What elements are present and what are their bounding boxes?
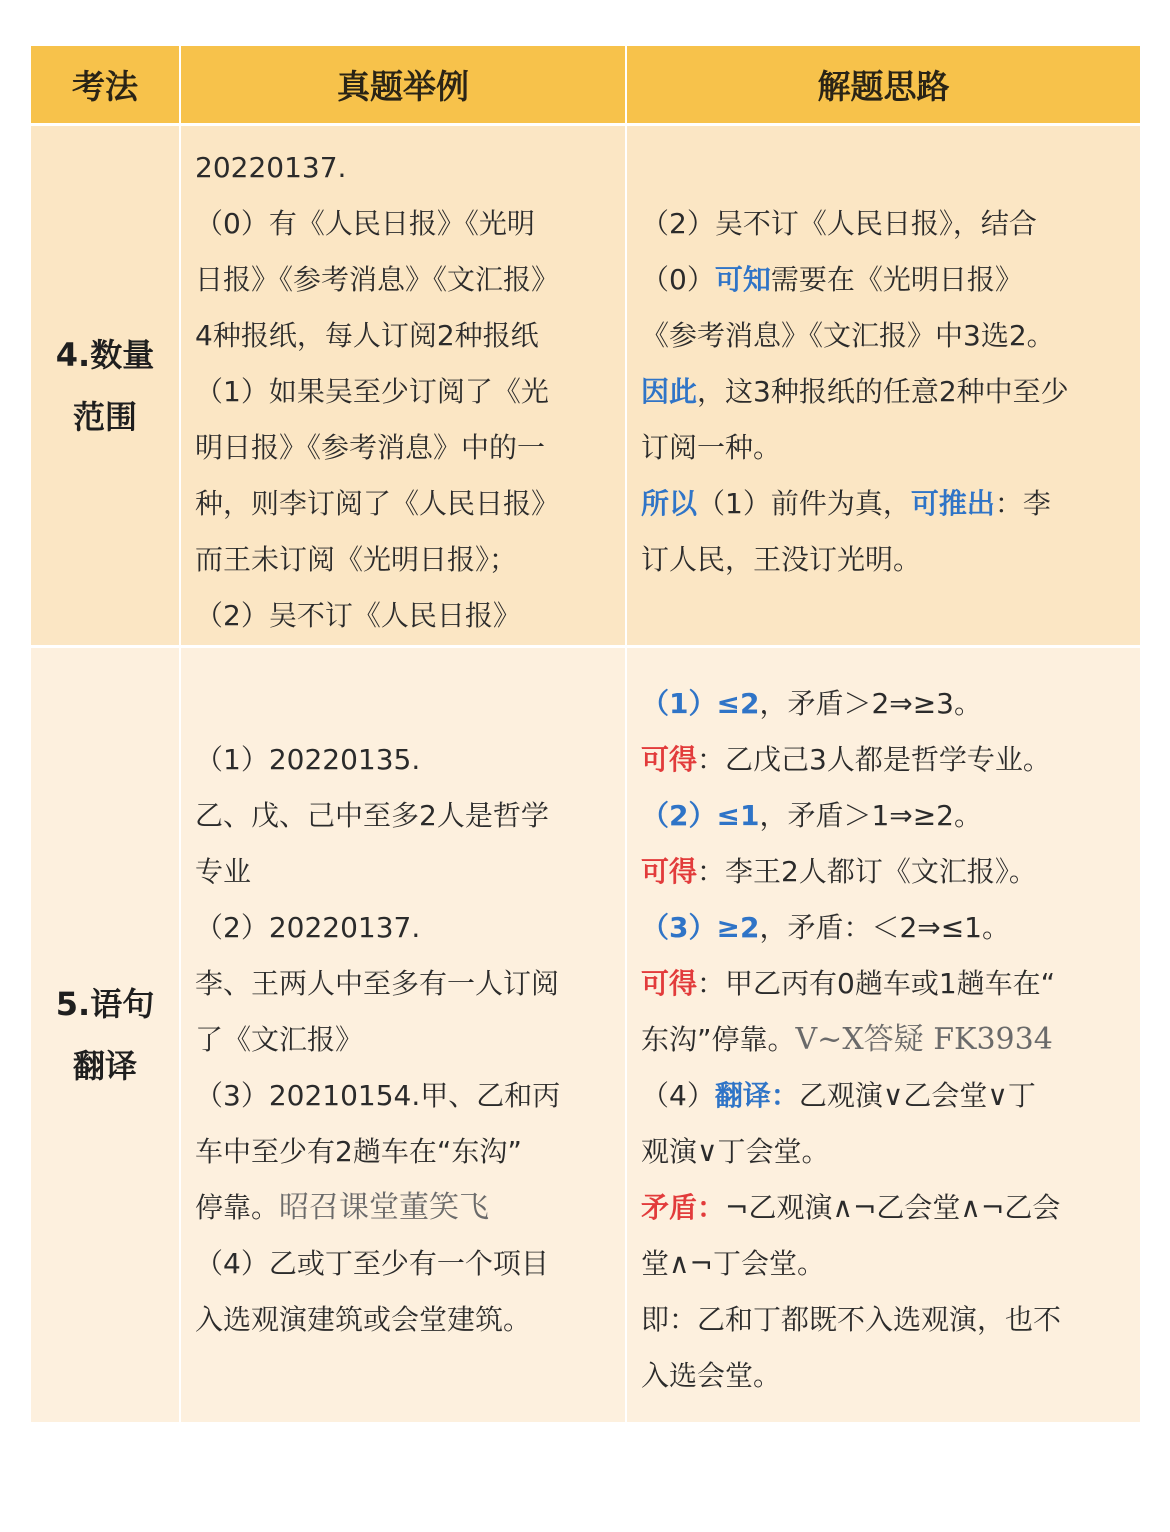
row2-analysis-line — [641, 676, 1120, 732]
row2-example-line — [195, 1180, 621, 1236]
row2-analysis-highlight-red: 可得 — [641, 743, 698, 776]
header-analysis — [627, 46, 1140, 126]
row2-example-line: 李、王两人中至多有一人订阅 — [195, 967, 560, 1000]
row1-method-line2: 范围 — [72, 397, 137, 436]
row2-analysis-highlight-red: 矛盾： — [641, 1191, 726, 1224]
header-example-label: 真题举例 — [337, 67, 469, 106]
watermark-text: V~X答疑 FK3934 — [795, 1022, 1053, 1057]
row2-analysis — [627, 648, 1140, 1422]
row1-analysis-seg: 需要在《光明日报》 — [770, 263, 1023, 296]
row2-analysis-line: 入选会堂。 — [641, 1359, 782, 1392]
row2-analysis-line — [641, 1012, 1120, 1068]
row2-example-seg: 停靠。 — [195, 1191, 280, 1224]
row2-example-line: 乙、戊、己中至多2人是哲学 — [195, 799, 549, 832]
row1-example-line: 而王未订阅《光明日报》； — [195, 543, 518, 576]
row1-analysis-line: 《参考消息》《文汇报》中3选2。 — [641, 319, 1055, 352]
row2-analysis-line: 观演∨丁会堂。 — [641, 1135, 830, 1168]
row2-analysis-line — [641, 900, 1120, 956]
row1-example-line: 种，则李订阅了《人民日报》 — [195, 487, 560, 520]
row1-analysis-highlight: 所以 — [641, 487, 698, 520]
row2-example — [181, 648, 627, 1422]
row1-analysis-line: （2）吴不订《人民日报》，结合 — [641, 207, 1037, 240]
row2-analysis-line — [641, 956, 1120, 1012]
row1-analysis-seg: ，这3种报纸的任意2种中至少 — [697, 375, 1069, 408]
header-example — [181, 46, 627, 126]
row1-example-line: 20220137. — [195, 151, 347, 184]
row1-analysis — [627, 126, 1140, 648]
row2-analysis-seg: ，矛盾：＜2⇒≤1。 — [759, 911, 1010, 944]
method-table — [31, 46, 1140, 1422]
row2-analysis-seg: ，矛盾＞2⇒≥3。 — [759, 687, 982, 720]
row1-analysis-line — [641, 364, 1120, 420]
row2-analysis-line — [641, 1180, 1120, 1236]
row2-analysis-highlight: （1）≤2 — [641, 687, 760, 720]
row2-example-line: （1）20220135. — [195, 743, 421, 776]
row2-analysis-line: 即：乙和丁都既不入选观演，也不 — [641, 1303, 1062, 1336]
row1-example-line: 明日报》《参考消息》中的一 — [195, 431, 546, 464]
row2-method — [31, 648, 181, 1422]
row1-example-line: （0）有《人民日报》《光明 — [195, 207, 535, 240]
row2-example-line: 了《文汇报》 — [195, 1023, 364, 1056]
row2-analysis-line — [641, 1068, 1120, 1124]
row1-example-line: 日报》《参考消息》《文汇报》 — [195, 263, 560, 296]
row1-method — [31, 126, 181, 648]
row1-example-line: （2）吴不订《人民日报》 — [195, 599, 521, 632]
row1-analysis-highlight: 可知 — [714, 263, 771, 296]
row2-analysis-highlight: （2）≤1 — [641, 799, 760, 832]
row2-analysis-seg: ，矛盾＞1⇒≥2。 — [759, 799, 982, 832]
row1-analysis-highlight: 可推出 — [910, 487, 995, 520]
row2-example-line: 入选观演建筑或会堂建筑。 — [195, 1303, 532, 1336]
row2-analysis-line — [641, 788, 1120, 844]
row2-example-line: 车中至少有2趟车在“东沟” — [195, 1135, 522, 1168]
row2-analysis-line — [641, 732, 1120, 788]
row2-analysis-highlight: （3）≥2 — [641, 911, 760, 944]
row1-example — [181, 126, 627, 648]
row2-example-line: 专业 — [195, 855, 252, 888]
row2-analysis-seg: ：乙戊己3人都是哲学专业。 — [697, 743, 1051, 776]
row1-analysis-seg: （1）前件为真， — [697, 487, 911, 520]
row2-analysis-highlight-red: 可得 — [641, 967, 698, 1000]
row2-analysis-seg: ¬乙观演∧¬乙会堂∧¬乙会 — [725, 1191, 1061, 1224]
row1-analysis-line — [641, 252, 1120, 308]
row1-analysis-line: 订阅一种。 — [641, 431, 782, 464]
row1-example-line: 4种报纸，每人订阅2种报纸 — [195, 319, 539, 352]
header-analysis-label: 解题思路 — [817, 67, 950, 106]
row2-method-line2: 翻译 — [72, 1047, 137, 1085]
watermark-text: 昭召课堂董笑飞 — [279, 1190, 490, 1225]
row2-example-line: （4）乙或丁至少有一个项目 — [195, 1247, 549, 1280]
row2-analysis-seg: 乙观演∨乙会堂∨丁 — [798, 1079, 1036, 1112]
row2-analysis-seg: ：李王2人都订《文汇报》。 — [697, 855, 1037, 888]
row1-method-line1: 4.数量 — [55, 335, 155, 374]
row1-example-line: （1）如果吴至少订阅了《光 — [195, 375, 549, 408]
row2-analysis-seg: 东沟”停靠。 — [641, 1023, 796, 1056]
row2-example-line: （2）20220137. — [195, 911, 421, 944]
row2-analysis-seg: （4） — [641, 1079, 715, 1112]
row2-method-line1: 5.语句 — [55, 985, 155, 1023]
row2-analysis-line — [641, 844, 1120, 900]
row2-analysis-highlight-red: 可得 — [641, 855, 698, 888]
row1-analysis-line — [641, 476, 1120, 532]
header-method — [31, 46, 181, 126]
row2-analysis-line: 堂∧¬丁会堂。 — [641, 1247, 825, 1280]
row1-analysis-seg: ：李 — [994, 487, 1051, 520]
row2-analysis-highlight: 翻译： — [714, 1079, 799, 1112]
row2-analysis-seg: ：甲乙丙有0趟车或1趟车在“ — [697, 967, 1056, 1000]
row2-example-line: （3）20210154.甲、乙和丙 — [195, 1079, 561, 1112]
header-method-label: 考法 — [72, 67, 138, 106]
row1-analysis-line: 订人民，王没订光明。 — [641, 543, 922, 576]
row1-analysis-seg: （0） — [641, 263, 715, 296]
row1-analysis-highlight: 因此 — [641, 375, 698, 408]
